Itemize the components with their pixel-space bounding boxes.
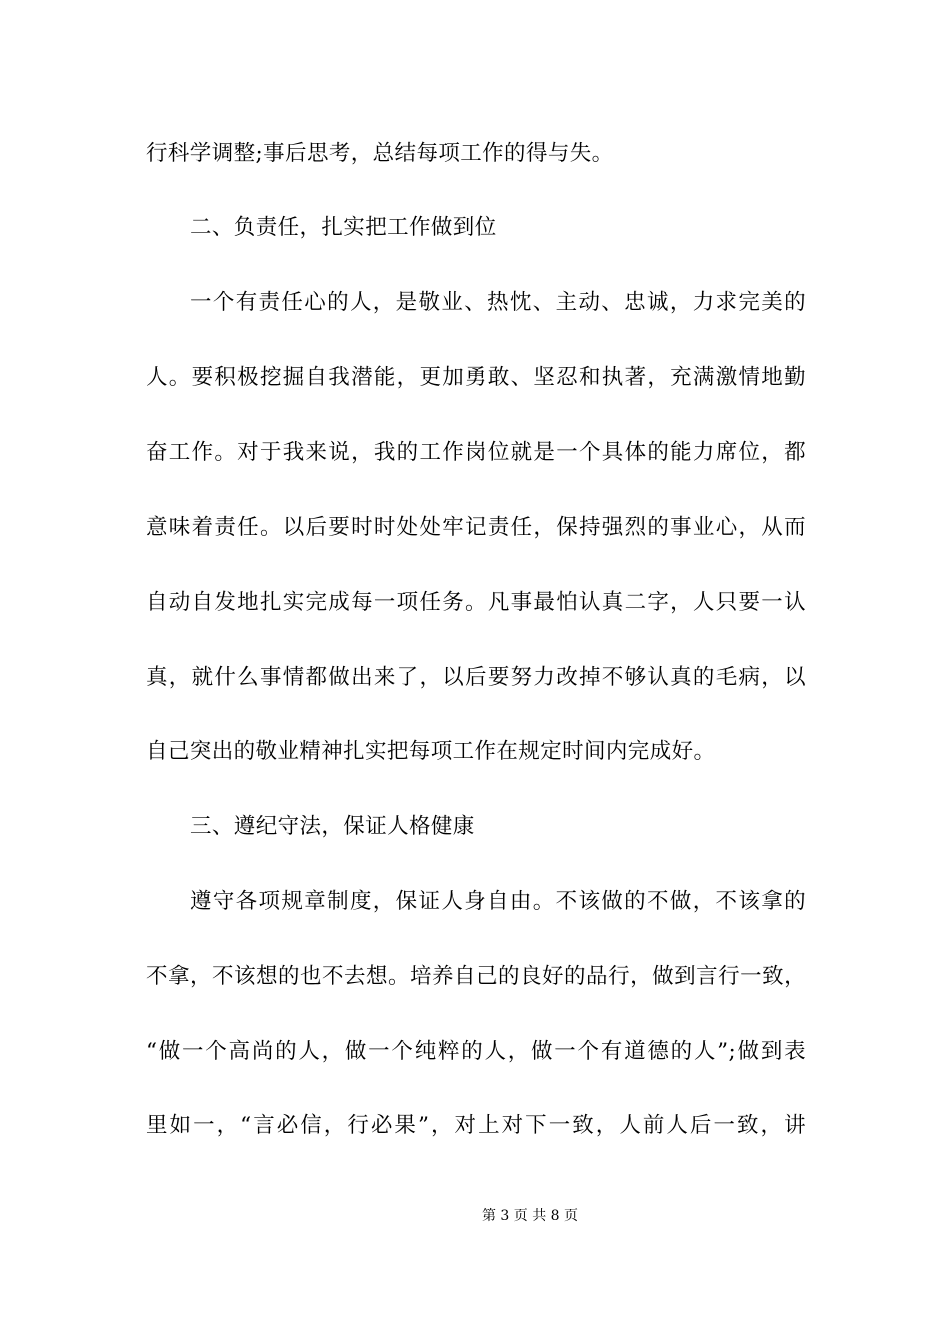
paragraph-line: 人。要积极挖掘自我潜能，更加勇敢、坚忍和执著，充满激情地勤 <box>146 365 806 390</box>
paragraph-line: 真，就什么事情都做出来了，以后要努力改掉不够认真的毛病，以 <box>146 665 806 690</box>
paragraph-line: 行科学调整;事后思考，总结每项工作的得与失。 <box>146 141 614 166</box>
paragraph-line: 不拿，不该想的也不去想。培养自己的良好的品行，做到言行一致， <box>146 964 806 989</box>
section-heading: 三、遵纪守法，保证人格健康 <box>190 814 475 839</box>
section-heading: 二、负责任，扎实把工作做到位 <box>190 215 497 240</box>
paragraph-line: 一个有责任心的人，是敬业、热忱、主动、忠诚，力求完美的 <box>190 290 806 315</box>
paragraph-line: 奋工作。对于我来说，我的工作岗位就是一个具体的能力席位，都 <box>146 440 806 465</box>
page-number-footer: 第 3 页 共 8 页 <box>481 1208 579 1224</box>
paragraph-line: 自己突出的敬业精神扎实把每项工作在规定时间内完成好。 <box>146 739 716 764</box>
paragraph-line: 遵守各项规章制度，保证人身自由。不该做的不做，不该拿的 <box>190 889 806 914</box>
paragraph-line: 意味着责任。以后要时时处处牢记责任，保持强烈的事业心，从而 <box>146 515 806 540</box>
paragraph-line: “做一个高尚的人，做一个纯粹的人，做一个有道德的人”;做到表 <box>146 1039 806 1064</box>
paragraph-line: 里如一，“言必信，行必果”，对上对下一致，人前人后一致，讲 <box>146 1113 806 1138</box>
paragraph-line: 自动自发地扎实完成每一项任务。凡事最怕认真二字，人只要一认 <box>146 590 806 615</box>
